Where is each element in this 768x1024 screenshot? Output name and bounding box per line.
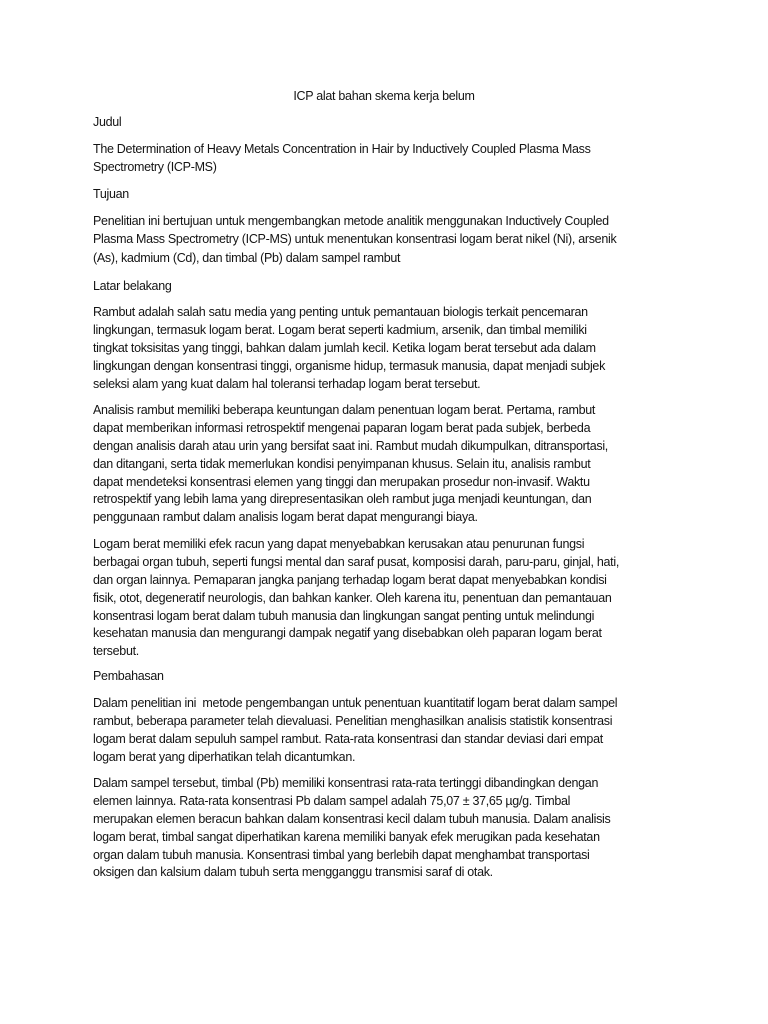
section-heading-judul [93,114,121,132]
text-line: Spectrometry (ICP-MS) [93,159,217,174]
heading-text: Judul [93,115,122,129]
text-line: Penelitian ini bertujuan untuk mengembangkan metode analitik menggunakan Inductively Coupled [93,214,609,228]
heading-text: Latar belakang [93,279,172,293]
text-line: dengan analisis darah atau urin yang bersifat saat ini. Rambut mudah dikumpulkan, ditransportasi, [93,438,608,453]
section-heading-tujuan [93,186,129,204]
text-line: penggunaan rambut dalam analisis logam berat dapat mengurangi biaya. [93,510,478,525]
text-line: dapat memberikan informasi retrospektif mengenai paparan logam berat pada subjek, berbeda [93,420,591,435]
section-heading-pembahasan [93,668,164,686]
document-title: ICP alat bahan skema kerja belum [293,89,475,103]
paragraph-pembahasan-1 [93,695,617,767]
text-line: logam berat, timbal sangat diperhatikan karena memiliki banyak efek merugikan pada kesehatan [93,829,600,844]
paragraph-judul [93,141,591,177]
paragraph-tujuan [93,212,616,267]
text-line: konsentrasi logam berat dalam tubuh manusia dan lingkungan sangat penting untuk melindungi [93,608,595,623]
text-line: seleksi alam yang kuat dalam hal toleransi terhadap logam berat tersebut. [93,376,481,391]
text-line: Dalam penelitian ini metode pengembangan untuk penentuan kuantitatif logam berat dalam sampel [93,696,618,710]
text-line: lingkungan dengan konsentrasi tinggi, organisme hidup, termasuk manusia, dapat menjadi subjek [93,358,606,373]
paragraph-latar-belakang-2 [93,402,608,527]
text-line: Logam berat memiliki efek racun yang dapat menyebabkan kerusakan atau penurunan fungsi [93,537,585,551]
text-line: berbagai organ tubuh, seperti fungsi mental dan saraf pusat, komposisi darah, paru-paru, ginjal, hati, [93,554,619,569]
text-line: fisik, otot, degeneratif neurologis, dan bahkan kanker. Oleh karena itu, penentuan dan pemantauan [93,590,612,605]
text-line: tersebut. [93,644,139,659]
text-line: organ dalam tubuh manusia. Konsentrasi timbal yang berlebih dapat menghambat transportasi [93,847,590,862]
text-line: elemen lainnya. Rata-rata konsentrasi Pb dalam sampel adalah 75,07 ± 37,65 µg/g. Timbal [93,793,571,808]
text-line: oksigen dan kalsium dalam tubuh serta mengganggu transmisi saraf di otak. [93,865,493,880]
text-line: logam berat dalam sepuluh sampel rambut. Rata-rata konsentrasi dan standar deviasi dari empat [93,731,603,746]
text-line: dan organ lainnya. Pemaparan jangka panjang terhadap logam berat dapat menyebabkan kondisi [93,572,607,587]
paragraph-latar-belakang-1 [93,304,605,393]
text-line: Rambut adalah salah satu media yang penting untuk pemantauan biologis terkait pencemaran [93,305,588,319]
paragraph-latar-belakang-3 [93,536,619,661]
text-line: Plasma Mass Spectrometry (ICP-MS) untuk menentukan konsentrasi logam berat nikel (Ni), arsenik [93,232,617,247]
text-line: logam berat yang diperhatikan telah dicantumkan. [93,749,356,764]
section-heading-latar-belakang [93,278,172,296]
text-line: kesehatan manusia dan mengurangi dampak negatif yang disebabkan oleh paparan logam berat [93,626,602,641]
text-line: dan ditangani, serta tidak memerlukan kondisi penyimpanan khusus. Selain itu, analisis rambut [93,456,591,471]
text-line: (As), kadmium (Cd), dan timbal (Pb) dalam sampel rambut [93,250,401,265]
heading-text: Tujuan [93,187,129,201]
text-line: rambut, beberapa parameter telah dievaluasi. Penelitian menghasilkan analisis statistik konsentrasi [93,713,613,728]
paragraph-pembahasan-2 [93,775,610,882]
heading-text: Pembahasan [93,669,164,683]
text-line: Analisis rambut memiliki beberapa keuntungan dalam penentuan logam berat. Pertama, rambut [93,403,596,417]
text-line: lingkungan, termasuk logam berat. Logam berat seperti kadmium, arsenik, dan timbal memiliki [93,322,587,337]
text-line: Dalam sampel tersebut, timbal (Pb) memiliki konsentrasi rata-rata tertinggi dibandingkan dengan [93,776,599,790]
text-line: retrospektif yang lebih lama yang direpresentasikan oleh rambut juga menjadi keuntungan, dan [93,492,592,507]
text-line: tingkat toksisitas yang tinggi, bahkan dalam jumlah kecil. Ketika logam berat tersebut ada dalam [93,340,596,355]
text-line: The Determination of Heavy Metals Concentration in Hair by Inductively Coupled Plasma Mass [93,142,591,156]
text-line: merupakan elemen beracun bahkan dalam konsentrasi kecil dalam tubuh manusia. Dalam analisis [93,811,611,826]
text-line: dapat mendeteksi konsentrasi elemen yang tinggi dan merupakan prosedur non-invasif. Waktu [93,474,590,489]
